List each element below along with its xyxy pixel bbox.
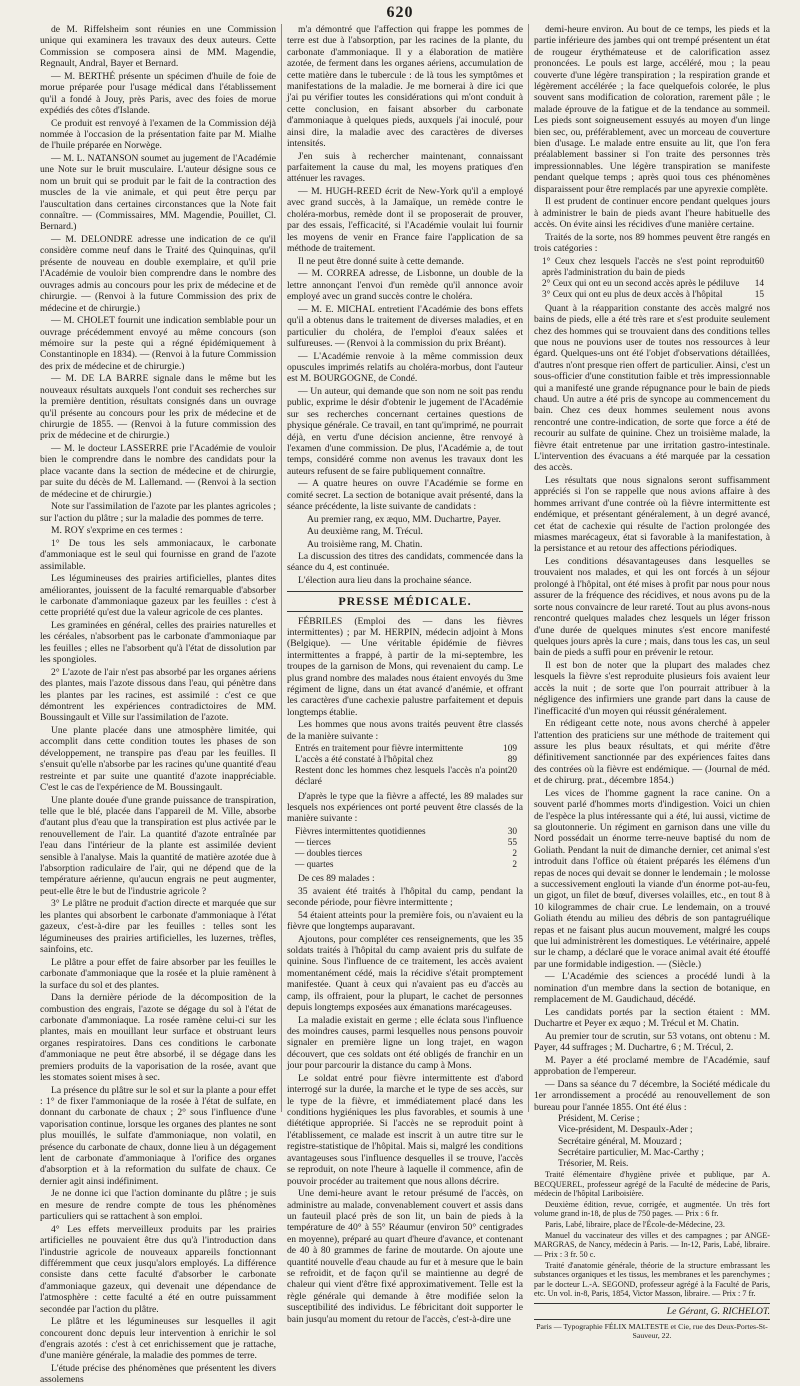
column-2-paragraphs-e xyxy=(287,873,523,1325)
row-label: 2° Ceux qui ont eu un second accès après le pédiluve xyxy=(542,278,740,289)
page-number: 620 xyxy=(386,4,414,21)
row-value: 30 xyxy=(507,826,517,837)
paragraph: 4° Les effets merveilleux produits par les prairies artificielles ne pouvaient être dus qu'à l'introduction dans l'industrie agricole de nouveaux appareils fonctionnant différemment que ceux jusqu'alors employés. La différence consiste dans cette faculté d'absorber le carbonate d'ammoniaque gazeux, qui devenait une dépendance de l'atmosphère : cette faculté a été en outre puissamment secondée par l'action du plâtre. xyxy=(40,1223,276,1315)
paragraph: Traités de la sorte, nos 89 hommes peuvent être rangés en trois catégories : xyxy=(534,231,770,255)
paragraph: Il est bon de noter que la plupart des malades chez lesquels la fièvre s'est reproduite plusieurs fois avaient leur accès la nuit ; de sorte que l'on pourrait attribuer à la négligence des infirmiers une grande part dans la cause de l'inefficacité d'un moyen qui réussit généralement. xyxy=(534,659,770,717)
list-item: Vice-président, M. Despaulx-Ader ; xyxy=(558,1125,693,1136)
paragraph: — A quatre heures on ouvre l'Académie se forme en comité secret. La section de botanique avait présenté, dans la séance précédente, la liste suivante de candidats : xyxy=(287,478,523,513)
row-value: 20 xyxy=(507,766,517,777)
candidate-list xyxy=(287,514,523,550)
paragraph: — L'Académie des sciences a procédé lundi à la nomination d'un membre dans la section de botanique, en remplacement de M. Gaudichaud, décédé. xyxy=(534,971,770,1006)
paragraph: — M. HUGH-REED écrit de New-York qu'il a employé avec grand succès, à la Jamaïque, un remède contre le choléra-morbus, remède dont il se proposerait de prouver, par des essais, l'efficacité, si l'Académie voulait lui fournir les moyens de venir en France faire l'application de sa méthode de traitement. xyxy=(287,186,523,255)
paragraph: Les candidats portés par la section étaient : MM. Duchartre et Peyer ex æquo ; M. Trécul et M. Chatin. xyxy=(534,1006,770,1030)
column-rule xyxy=(528,24,529,1112)
fever-types-table xyxy=(295,827,523,871)
paragraph: La présence du plâtre sur le sol et sur la plante a pour effet : 1° de fixer l'ammoniaque de la rosée à l'état de sulfate, en donnant du carbonate de chaux ; 2° sous l'influence d'une vaporisation continue, lorsque les organes des plantes ne sont plus mouillés, le sulfate d'ammoniaque, non volatil, en présence du carbonate de chaux, donne lieu à un dégagement lent de carbonate d'ammoniaque à l'orifice des organes d'absorption et à la reformation du sulfate de chaux. Ce dernier agit ainsi indéfiniment. xyxy=(40,1084,276,1187)
paragraph: Paris, Labé, libraire, place de l'École-de-Médecine, 23. xyxy=(545,1220,725,1230)
list-item: Au deuxième rang, M. Trécul. xyxy=(307,526,423,538)
column-2-paragraphs-d xyxy=(287,791,523,825)
paragraph: — Un auteur, qui demande que son nom ne soit pas rendu public, exprime le désir d'obtenir le jugement de l'Académie sur ses recherches concernant certaines questions de physique générale. Ce travail, en tant qu'imprimé, ne pourrait déjà, en vertu d'une décision ancienne, être renvoyé à l'examen d'une commission. De plus, l'Académie a, de tout temps, considéré comme non avenus les travaux dont les auteurs refusent de se faire publiquement connaître. xyxy=(287,385,523,477)
paragraph: Manuel du vaccinateur des villes et des campagnes ; par ANGE-MARGRAS, de Nancy, médecin à Paris. — In-12, Paris, Labé, libraire. — Prix : 3 fr. 50 c. xyxy=(534,1230,770,1259)
paragraph: 2° L'azote de l'air n'est pas absorbé par les organes aériens des plantes, mais l'azote dissous dans l'eau, qui pénètre dans les plantes par les racines, est assimilé : c'est ce que démontrent les expériences contradictoires de MM. Boussingault et Ville sur l'assimilation de l'azote. xyxy=(40,666,276,724)
paragraph: En rédigeant cette note, nous avons cherché à appeler l'attention des praticiens sur une méthode de traitement qui assure les plus beaux résultats, et qui mérite d'être définitivement sanctionnée par des expériences faites dans des contrées où la fièvre est endémique. — (Journal de méd. et de chirurg. prat., décembre 1854.) xyxy=(534,718,770,787)
column-1-paragraphs xyxy=(40,24,276,1386)
column-2-paragraphs-c xyxy=(287,616,523,743)
paragraph: Ce produit est renvoyé à l'examen de la Commission déjà nommée à l'occasion de la présentation faite par M. Mialhe de l'huile préparée en Norwège. xyxy=(40,117,276,152)
list-item: Au troisième rang, M. Chatin. xyxy=(307,538,423,550)
column-3-paragraphs-b xyxy=(534,303,770,1113)
row-label: Restent donc les hommes chez lesquels l'accès n'a point déclaré xyxy=(295,766,508,788)
gerant-line: Le Gérant, G. RICHELOT. xyxy=(534,1303,770,1317)
paragraph: De ces 89 malades : xyxy=(298,873,375,885)
paragraph: Quant à la réapparition constante des accès malgré nos bains de pieds, elle a été très rare et s'est produite seulement chez des hommes qui se trouvaient dans des conditions telles que nous ne pouvions user de toutes nos ressources à leur égard. Quelques-uns ont été l'objet d'observations détaillées, d'autres n'ont presque rien offert de particulier. Ainsi, c'est un sous-officier d'une constitution faible et très impressionnable qui a manifesté une grande répugnance pour le bain de pieds chaud. Un autre a été pris de syncope au commencement du bain. Chez ces deux hommes seulement nous avons rencontré une contre-indication, de sorte que force a été de recourir au sulfate de quinine. Chez un troisième malade, la fièvre était entretenue par une irritation gastro-intestinale. L'intervention des évacuans a été marquée par la cessation des accès. xyxy=(534,302,770,474)
column-1 xyxy=(40,24,276,1386)
paragraph: M. ROY s'exprime en ces termes : xyxy=(51,525,183,537)
row-label: Entrés en traitement pour fièvre intermittente xyxy=(295,744,464,755)
table-row xyxy=(295,827,523,838)
column-2-paragraphs-a xyxy=(287,24,523,513)
paragraph: 35 avaient été traités à l'hôpital du camp, pendant la seconde période, pour fièvre intermittente ; xyxy=(287,885,523,909)
paragraph: J'en suis à rechercher maintenant, connaissant parfaitement la cause du mal, les moyens pratiques d'en atténuer les ravages. xyxy=(287,150,523,185)
row-value: 15 xyxy=(754,289,764,300)
paragraph: Les légumineuses des prairies artificielles, plantes dites améliorantes, jouissent de la faculté remarquable d'absorber le carbonate d'ammoniaque gazeux par les feuilles : c'est à cette propriété qu'est due la valeur agricole de ces plantes. xyxy=(40,573,276,619)
paragraph: m'a démontré que l'affection qui frappe les pommes de terre est due à l'absorption, par les racines de la plante, du carbonate d'ammoniaque. Il y a élaboration de matière azotée, de ferment dans les organes aériens, accumulation de cette matière dans le tubercule : de là tous les symptômes et manifestations de la maladie. Je me bornerai à dire ici que j'ai pu vérifier toutes les considérations qui m'ont conduit à cette conclusion, en faisant absorber du carbonate d'ammoniaque à quelques pieds, auxquels j'ai inoculé, pour ainsi dire, la maladie avec des caractères de diverses intensités. xyxy=(287,24,523,150)
paragraph: Traité élémentaire d'hygiène privée et publique, par A. BECQUEREL, professeur agrégé de la Faculté de médecine de Paris, médecin de l'hôpital Lariboisière. xyxy=(534,1170,770,1199)
paragraph: — L'Académie renvoie à la même commission deux opuscules imprimés relatifs au choléra-morbus, dont l'auteur est M. BOURGOGNE, de Condé. xyxy=(287,350,523,385)
paragraph: 1° De tous les sels ammoniacaux, le carbonate d'ammoniaque est le seul qui fournisse en grand de l'azote assimilable. xyxy=(40,537,276,572)
row-value: 55 xyxy=(507,837,517,848)
paragraph: D'après le type que la fièvre a affecté, les 89 malades sur lesquels nos expériences ont porté peuvent être classés de la manière suivante : xyxy=(287,790,523,825)
paragraph: Les conditions désavantageuses dans lesquelles se trouvaient nos malades, et qui les ont forcés à un séjour prolongé à l'hôpital, ont été mises à profit par nous pour nous assurer de la fréquence des récidives, et nous avons pu de la sorte nous convaincre de leur rareté. Tout au plus avons-nous rencontré quelques malades chez lesquels un léger frisson d'une durée de quelques minutes s'est encore manifesté quelques jours après la cure ; mais, dans tous les cas, un seul bain de pieds a suffi pour en prévenir le retour. xyxy=(534,556,770,659)
row-value: 109 xyxy=(503,744,517,755)
table-row xyxy=(295,755,523,766)
paragraph: Les résultats que nous signalons seront suffisamment appréciés si l'on se rappelle que nous avions affaire à des hommes arrivant d'une contrée où la fièvre intermittente est endémique, et présentant généralement, à un degré avancé, cet état de cachexie qui résulte de l'action prolongée des miasmes marécageux, état si favorable à la manifestation, à la persistance et au retour des affections périodiques. xyxy=(534,475,770,555)
paragraph: Ajoutons, pour compléter ces renseignements, que les 35 soldats traités à l'hôpital du camp avaient pris du sulfate de quinine. Sous l'influence de ce traitement, les accès avaient momentanément cédé, mais la récidive s'était promptement manifestée. Quant à ceux qui n'avaient pas eu d'accès au camp, ils offraient, pour la plupart, le cachet de personnes depuis longtemps exposées aux émanations marécageuses. xyxy=(287,933,523,1014)
paragraph: Les hommes que nous avons traités peuvent être classés de la manière suivante : xyxy=(287,719,523,742)
paragraph: Au premier tour de scrutin, sur 53 votans, ont obtenu : M. Payer, 44 suffrages ; M. Duchartre, 6 ; M. Trécul, 2. xyxy=(534,1030,770,1054)
paragraph: La maladie existait en germe ; elle éclata sous l'influence des moindres causes, parmi lesquelles nous pensons pouvoir signaler en première ligne un long trajet, en wagon découvert, que ces soldats ont été obligés de franchir en un jour pour parcourir la distance du camp à Mons. xyxy=(287,1014,523,1072)
row-label: L'accès a été constaté à l'hôpital chez xyxy=(295,755,434,766)
paragraph: de M. Riffelsheim sont réunies en une Commission unique qui examinera les travaux des deux auteurs. Cette Commission se composera ainsi de MM. Magendie, Regnault, Andral, Bayer et Bernard. xyxy=(40,24,276,70)
row-label: — doubles tierces xyxy=(295,848,363,859)
list-item: Au premier rang, ex æquo, MM. Duchartre, Payer. xyxy=(307,513,501,525)
column-3 xyxy=(534,24,770,1341)
table-row xyxy=(542,279,770,290)
paragraph: Il ne peut être donné suite à cette demande. xyxy=(298,255,464,267)
paragraph: — M. CORREA adresse, de Lisbonne, un double de la lettre annonçant l'envoi d'un remède qu'il annonce avoir employé avec un grand succès contre le choléra. xyxy=(287,268,523,303)
table-row xyxy=(295,744,523,755)
list-item: Président, M. Cerise ; xyxy=(558,1114,640,1125)
column-2 xyxy=(287,24,523,1325)
column-rule xyxy=(281,24,282,1112)
patients-table xyxy=(295,744,523,788)
row-value: 14 xyxy=(754,278,764,289)
row-value: 2 xyxy=(512,859,517,870)
paragraph: 3° Le plâtre ne produit d'action directe et marquée que sur les plantes qui absorbent le carbonate d'ammoniaque à l'état gazeux, c'est-à-dire par les feuilles : telles sont les légumineuses des prairies artificielles, les luzernes, trèfles, sainfoins, etc. xyxy=(40,898,276,956)
paragraph: M. Payer a été proclamé membre de l'Académie, sauf approbation de l'empereur. xyxy=(534,1054,770,1078)
paragraph: Traité d'anatomie générale, théorie de la structure embrassant les substances organiques et les tissus, les membranes et les parenchymes ; par le docteur L.-A. SEGOND, professeur agrégé à la Faculté de Paris, etc. Un vol. in-8, Paris, 1854, Victor Masson, libraire. — Prix : 7 fr. xyxy=(534,1260,770,1299)
list-item: Secrétaire général, M. Mouzard ; xyxy=(558,1136,682,1147)
paragraph: La discussion des titres des candidats, commencée dans la séance du 4, est continuée. xyxy=(287,550,523,574)
paragraph: Une plante placée dans une atmosphère limitée, qui accomplit dans cette condition toutes les phases de son développement, ne transpire pas d'eau par les feuilles. Il s'ensuit qu'elle n'absorbe par les racines qu'une quantité d'eau restreinte et par suite une quantité d'azote inappréciable. C'est le cas de l'expérience de M. Boussingault. xyxy=(40,725,276,794)
paragraph: Dans la dernière période de la décomposition de la combustion des engrais, l'azote se dégage du sol à l'état de carbonate d'ammoniaque. La rosée ramène celui-ci sur les plantes, mais en mouillant leur surface et obstruant leurs organes respiratoires. Dans ces conditions le carbonate d'ammoniaque ne peut être absorbé, il se dégage dans les premiers produits de la vaporisation de la rosée, avant que les stomates soient mises à sec. xyxy=(40,992,276,1083)
table-row xyxy=(542,257,770,279)
paragraph: Je ne donne ici que l'action dominante du plâtre ; je suis en mesure de rendre compte de tous les phénomènes particuliers qui se rattachent à son emploi. xyxy=(40,1188,276,1223)
table-row xyxy=(295,838,523,849)
paragraph: Deuxième édition, revue, corrigée, et augmentée. Un très fort volume grand in-18, de plus de 750 pages. — Prix : 6 fr. xyxy=(534,1199,770,1219)
paragraph: — M. DE LA BARRE signale dans le même but les nouveaux résultats auxquels l'ont conduit ses recherches sur la première dentition, résultats consignés dans un ouvrage qu'il présente au concours pour les prix de médecine et de chirurgie de 1855. — (Renvoi à la future commission des prix de médecine et de chirurgie.) xyxy=(40,373,276,442)
paragraph: L'élection aura lieu dans la prochaine séance. xyxy=(298,574,472,586)
row-value: 89 xyxy=(507,755,517,766)
row-label: — quartes xyxy=(295,859,334,870)
list-item: Secrétaire particulier, M. Mac-Carthy ; xyxy=(558,1147,704,1158)
list-item: Trésorier, M. Reis. xyxy=(558,1159,629,1169)
paragraph: — M. DELONDRE adresse une indication de ce qu'il considère comme neuf dans le Traité des Quinquinas, qu'il présente de nouveau en double exemplaire, et qu'il prie l'Académie de vouloir bien comprendre dans le nombre des ouvrages admis au concours pour les prix de médecine et de chirurgie. — (Renvoi à la future Commission des prix de médecine et de chirurgie.) xyxy=(40,234,276,314)
paragraph: Le plâtre a pour effet de faire absorber par les feuilles le carbonate d'ammoniaque que la rosée et la pluie ramènent à la surface du sol et des plantes. xyxy=(40,956,276,991)
paragraph: FÉBRILES (Emploi des — dans les fièvres intermittentes) ; par M. HERPIN, médecin adjoint à Mons (Belgique). — Une véritable épidémie de fièvres intermittentes a frappé, à partir de la mi-septembre, les troupes de la garnison de Mons, qui revenaient du camp. Le plus grand nombre des malades nous étaient envoyés du 3me régiment de ligne, dans un état avancé d'anémie, et offrant les caractères d'une cachexie palustre parfaitement et depuis longtemps établie. xyxy=(287,615,523,718)
paragraph: demi-heure environ. Au bout de ce temps, les pieds et la partie inférieure des jambes qui ont trempé présentent un état de rougeur érythémateuse et de calorification assez prononcées. Le pouls est large, accéléré, mou ; la peau couverte d'une légère transpiration ; la respiration grande et légèrement accélérée ; la face quelquefois colorée, le plus souvent sans modification de coloration, rarement pâle ; le malade éprouve de la fatigue et de la tendance au sommeil. Les pieds sont soigneusement essuyés au moyen d'un linge bien sec, ou, préférablement, avec un morceau de couverture bien d'usage. Le malade entre ensuite au lit, que l'on fera préalablement bassiner si l'on traite des personnes très impressionnables. Une légère transpiration se manifeste pendant quelque temps ; après quoi tous ces phénomènes disparaissent pour être remplacés par une apyrexie complète. xyxy=(534,24,770,195)
results-table xyxy=(542,257,770,301)
paragraph: — M. BERTHÉ présente un spécimen d'huile de foie de morue préparée pour l'usage médical dans l'établissement qu'il a fondé à Jouy, près Paris, avec des foies de morue expédiés des côtes d'Islande. xyxy=(40,70,276,117)
row-label: Fièvres intermittentes quotidiennes xyxy=(295,826,426,837)
table-row xyxy=(295,860,523,871)
paragraph: — Dans sa séance du 7 décembre, la Société médicale du 1er arrondissement a procédé au renouvellement de son bureau pour l'année 1855. Ont été élus : xyxy=(534,1078,770,1113)
table-row xyxy=(295,849,523,860)
row-label: 3° Ceux qui ont eu plus de deux accès à l'hôpital xyxy=(542,289,723,300)
book-notices xyxy=(534,1170,770,1298)
imprint-line: Paris — Typographie FÉLIX MALTESTE et Cie, rue des Deux-Portes-St-Sauveur, 22. xyxy=(534,1319,770,1341)
bureau-list xyxy=(534,1114,770,1170)
paragraph: Le plâtre et les légumineuses sur lesquelles il agit concourent donc depuis leur intervention à enrichir le sol d'engrais azotés : c'est à cet enrichissement que je rattache, d'une manière générale, la maladie des pommes de terre. xyxy=(40,1316,276,1362)
column-2-paragraphs-b xyxy=(287,551,523,586)
column-3-paragraphs-a xyxy=(534,24,770,255)
paragraph: — M. CHOLET fournit une indication semblable pour un ouvrage précédemment envoyé au même concours (son mémoire sur la peste qui a régné épidémiquement à Constantinople en 1834). — (Renvoi à la future Commission des prix de médecine et de chirurgie.) xyxy=(40,315,276,372)
paragraph: Il est prudent de continuer encore pendant quelques jours à administrer le bain de pieds avant l'heure habituelle des accès. On évite ainsi les récidives d'une manière certaine. xyxy=(534,196,770,231)
paragraph: — M. E. MICHAL entretient l'Académie des bons effets qu'il a obtenus dans le traitement de diverses maladies, et en particulier du choléra, de l'emploi d'eaux salées et sulfureuses. — (Renvoi à la commission du prix Bréant). xyxy=(287,303,523,349)
paragraph: L'étude précise des phénomènes que présentent les divers assolemens xyxy=(40,1363,276,1386)
paragraph: — M. L. NATANSON soumet au jugement de l'Académie une Note sur le bruit musculaire. L'auteur désigne sous ce nom un bruit qui se produit par le fait de la contraction des muscles de la vie animale, et qui peut être perçu par l'auscultation dans certaines circonstances que la Note fait connaître. — (Commissaires, MM. Magendie, Pouillet, Cl. Bernard.) xyxy=(40,153,276,233)
paragraph: Les vices de l'homme gagnent la race canine. On a souvent parlé d'hommes morts d'indigestion. Voici un chien de l'espèce la plus intéressante qui a été, lui aussi, victime de sa gloutonnerie. Un régiment en garnison dans une ville du Nord possédait un énorme terre-neuve baptisé du nom de Goliath. Pendant la nuit de dimanche dernier, cet animal s'est introduit dans l'office où étaient préparés les élémens d'un repas de noces qui devait se donner le lendemain ; le molosse a successivement englouti la viande d'un énorme pot-au-feu, un gigot, un filet de bœuf, diverses volailles, etc., en tout 8 à 10 kilogrammes de chair crue. Le lendemain, on a trouvé Goliath étendu au milieu des débris de son pantagruélique repas et ne faisant plus aucun mouvement, malgré les coups que lui administrèrent les domestiques. Le vétérinaire, appelé sur le champ, a déclaré que le vorace animal avait été étouffé par une formidable indigestion. — (Siècle.) xyxy=(534,787,770,970)
table-row xyxy=(542,290,770,301)
row-label: — tierces xyxy=(295,837,331,848)
paragraph: Une plante douée d'une grande puissance de transpiration, telle que le blé, placée dans l'appareil de M. Ville, absorbe d'autant plus d'eau que la transpiration est plus activée par le renouvellement de l'air. La quantité d'azote entraînée par l'eau dans l'intérieur de la plante est assimilée devient sensible à l'analyse. Mais la quantité de matière azotée due à l'absorption radiculaire de l'air, qui ne dépend que de la température aérienne, qu'aucun engrais ne peut augmenter, peut-elle être le but de l'industrie agricole ? xyxy=(40,794,276,897)
paragraph: Le soldat entré pour fièvre intermittente est d'abord interrogé sur la durée, la marche et le type de ses accès, sur le type de la fièvre, et immédiatement placé dans les conditions hygiéniques les plus favorables, et soumis à une diététique appropriée. Si l'accès ne se reproduit point à l'établissement, ce malade est inscrit à un autre titre sur le registre-statistique de l'hôpital. Mais si, malgré les conditions avantageuses sous l'influence desquelles il se trouve, l'accès se reproduit, on note l'heure à laquelle il commence, afin de pouvoir procéder au traitement que nous allons décrire. xyxy=(287,1072,523,1187)
row-value: 2 xyxy=(512,848,517,859)
row-label: 1° Ceux chez lesquels l'accès ne s'est point reproduit après l'administration du bain de pieds xyxy=(542,256,755,278)
section-title: PRESSE MÉDICALE. xyxy=(287,591,523,611)
paragraph: Note sur l'assimilation de l'azote par les plantes agricoles ; sur l'action du plâtre ; sur la maladie des pommes de terre. xyxy=(40,501,276,524)
paragraph: Les graminées en général, celles des prairies naturelles et les céréales, n'absorbent pas le carbonate d'ammoniaque par les feuilles ; elles ne l'absorbent qu'à l'état de dissolution par les spongioles. xyxy=(40,619,276,666)
paragraph: — M. le docteur LASSERRE prie l'Académie de vouloir bien le comprendre dans le nombre des candidats pour la place vacante dans la section de médecine et de chirurgie, par suite du décès de M. Lallemand. — (Renvoi à la section de médecine et de chirurgie.) xyxy=(40,442,276,500)
row-value: 60 xyxy=(754,256,764,267)
paragraph: Une demi-heure avant le retour présumé de l'accès, on administre au malade, convenablement couvert et assis dans un fauteuil placé près de son lit, un bain de pieds à la température de 40° à 55° Réaumur (environ 50° centigrades en moyenne), préparé au quart d'heure d'avance, et contenant de 40 à 80 grammes de farine de moutarde. On ajoute une quantité nouvelle d'eau chaude au fur et à mesure que le bain se refroidit, et de façon qu'il se maintienne au degré de chaleur qui vient d'être fixé approximativement. Telle est la règle générale qui demande à être modifiée selon la susceptibilité des individus. Le fébricitant doit supporter le bain jusqu'au moment du retour de l'accès, c'est-à-dire une xyxy=(287,1188,523,1325)
paragraph: 54 étaient atteints pour la première fois, ou n'avaient eu la fièvre que longtemps auparavant. xyxy=(287,909,523,933)
table-row xyxy=(295,766,523,788)
